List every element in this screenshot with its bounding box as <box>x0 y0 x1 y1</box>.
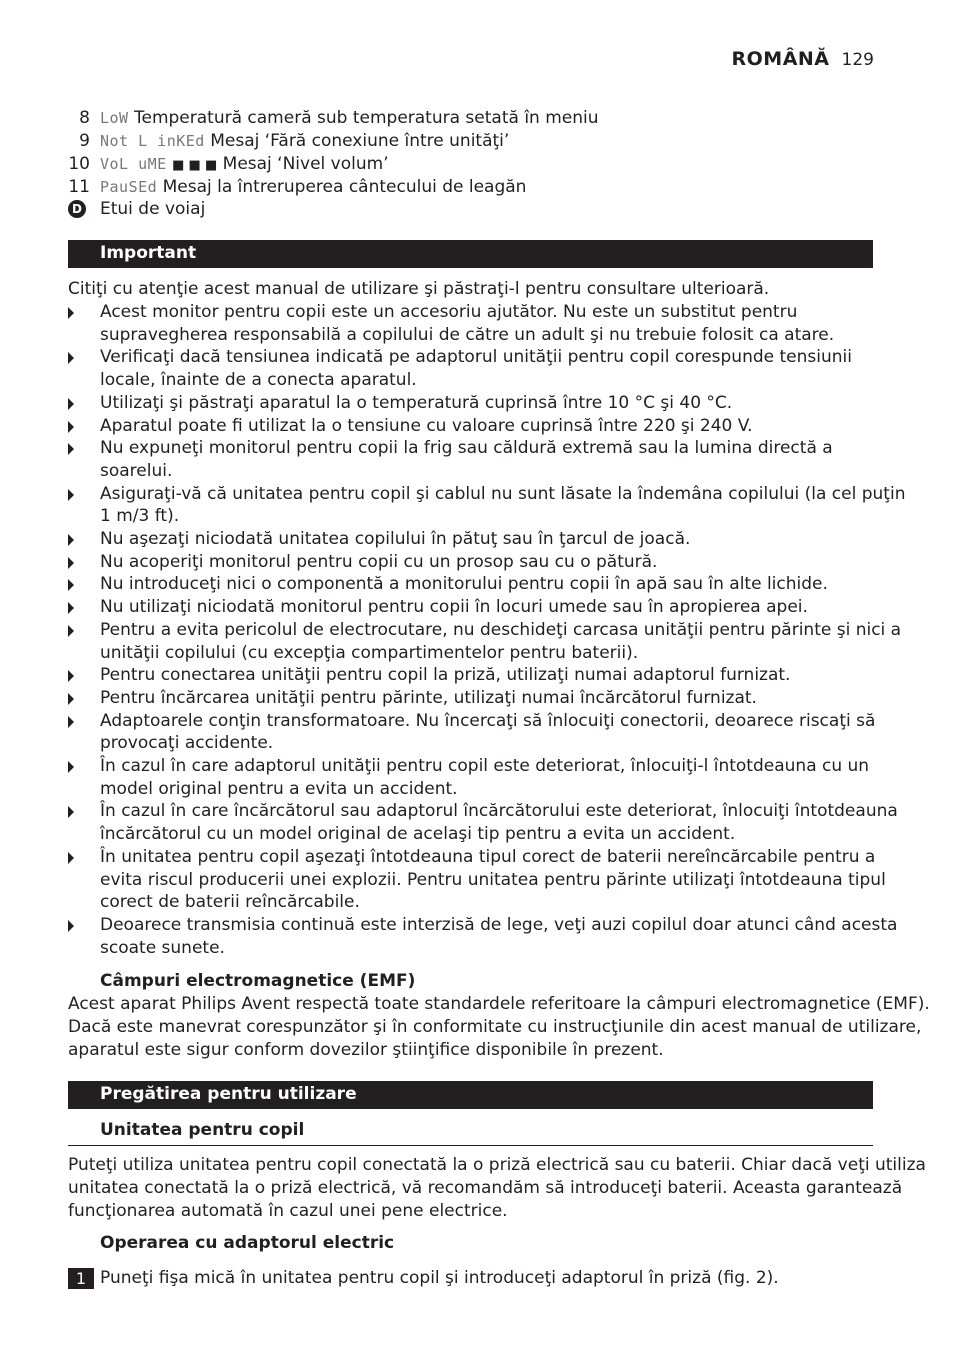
legend-number: 9 <box>79 131 90 151</box>
bullet-text-line: În unitatea pentru copil aşezaţi întotdeauna tipul corect de baterii nereîncărcabile pentru a <box>100 846 876 867</box>
bullet-text-line: Adaptoarele conţin transformatoare. Nu încercaţi să înlocuiţi conectorii, deoarece riscaţi să <box>100 710 876 731</box>
lcd-display-text: LoW <box>100 109 129 127</box>
bullet-marker-icon <box>68 534 74 546</box>
legend-text: Temperatură cameră sub temperatura setată în meniu <box>134 108 599 128</box>
bullet-text-line: supravegherea responsabilă a copilului de către un adult şi nu trebuie folosit ca atare. <box>100 324 835 345</box>
page-number: 129 <box>841 50 874 70</box>
important-section-bar <box>68 240 873 268</box>
bullet-text-line: Verificaţi dacă tensiunea indicată pe adaptorul unităţii pentru copil corespunde tensiunii <box>100 347 852 368</box>
step-text: Puneţi fişa mică în unitatea pentru copil şi introduceţi adaptorul în priză (fig. 2). <box>100 1268 779 1288</box>
baby-unit-heading: Unitatea pentru copil <box>100 1120 305 1140</box>
lcd-display-text: Not L inKEd <box>100 132 205 150</box>
bullet-marker-icon <box>68 693 74 705</box>
preparation-paragraph-line: Puteţi utiliza unitatea pentru copil conectată la o priză electrică sau cu baterii. Chiar dacă veţi utiliza <box>68 1155 926 1175</box>
bullet-text-line: corect de baterii reîncărcabile. <box>100 892 360 913</box>
bullet-marker-icon <box>68 352 74 364</box>
bullet-text-line: Nu aşezaţi niciodată unitatea copilului în pătuţ sau în ţarcul de joacă. <box>100 529 691 549</box>
bullet-text-line: Pentru încărcarea unităţii pentru părinte, utilizaţi numai încărcătorul furnizat. <box>100 687 757 708</box>
adapter-heading: Operarea cu adaptorul electric <box>100 1233 395 1253</box>
bullet-text-line: Acest monitor pentru copii este un accesoriu ajutător. Nu este un substitut pentru <box>100 302 798 322</box>
bullet-text-line: Nu utilizaţi niciodată monitorul pentru copii în locuri umede sau în apropierea apei. <box>100 597 808 618</box>
bullet-marker-icon <box>68 852 74 864</box>
legend-text: Mesaj ‘Fără conexiune între unităţi’ <box>210 131 510 151</box>
bullet-text-line: încărcătorul cu un model original de acelaşi tip pentru a evita un accident. <box>100 824 736 845</box>
legend-number: 10 <box>68 154 90 174</box>
bullet-text-line: Asiguraţi-vă că unitatea pentru copil şi cablul nu sunt lăsate la îndemâna copilului (la cel puţin <box>100 483 906 504</box>
language-label: ROMÂNĂ <box>731 48 830 70</box>
bullet-text-line: Pentru a evita pericolul de electrocutare, nu deschideţi carcasa unităţii pentru părinte şi nici a <box>100 619 902 640</box>
item-d-badge: D <box>68 200 86 218</box>
bullet-text-line: locale, înainte de a conecta aparatul. <box>100 370 417 391</box>
bullet-marker-icon <box>68 307 74 319</box>
bullet-text-line: Nu introduceţi nici o componentă a monitorului pentru copii în apă sau în alte lichide. <box>100 574 828 595</box>
legend-number: 8 <box>79 108 90 128</box>
important-heading: Important <box>100 243 197 263</box>
bullet-marker-icon <box>68 761 74 773</box>
preparation-heading: Pregătirea pentru utilizare <box>100 1084 357 1104</box>
bullet-marker-icon <box>68 421 74 433</box>
preparation-section-bar <box>68 1081 873 1109</box>
lcd-display-text: PauSEd <box>100 178 158 196</box>
bullet-text-line: soarelui. <box>100 460 173 481</box>
lcd-display-text: VoL uME <box>100 155 167 173</box>
emf-heading: Câmpuri electromagnetice (EMF) <box>100 971 416 991</box>
bullet-marker-icon <box>68 443 74 455</box>
page-header <box>732 48 875 70</box>
important-intro: Citiţi cu atenţie acest manual de utilizare şi păstraţi-l pentru consultare ulterioară. <box>68 279 770 299</box>
legend-text: Mesaj ‘Nivel volum’ <box>222 154 389 174</box>
bullet-text-line: unităţii copilului (cu excepţia compartimentelor pentru baterii). <box>100 642 639 663</box>
item-d-text: Etui de voiaj <box>100 199 206 219</box>
legend-item <box>100 176 526 199</box>
bullet-marker-icon <box>68 557 74 569</box>
emf-paragraph-line: aparatul este sigur conform dovezilor ştiinţifice disponibile în prezent. <box>68 1040 664 1060</box>
bullet-text-line: În cazul în care adaptorul unităţii pentru copil este deteriorat, înlocuiţi-l întotdeauna cu un <box>100 756 870 776</box>
bullet-marker-icon <box>68 716 74 728</box>
bullet-marker-icon <box>68 579 74 591</box>
bullet-text-line: Nu expuneţi monitorul pentru copii la frig sau căldură extremă sau la lumina directă a <box>100 438 833 459</box>
bullet-text-line: scoate sunete. <box>100 937 225 958</box>
bullet-text-line: Utilizaţi şi păstraţi aparatul la o temperatură cuprinsă între 10 °C şi 40 °C. <box>100 392 733 413</box>
emf-paragraph-line: Acest aparat Philips Avent respectă toate standardele referitoare la câmpuri electromagnetice (EMF). <box>68 994 930 1014</box>
bullet-text-line: Deoarece transmisia continuă este interzisă de lege, veţi auzi copilul doar atunci când acesta <box>100 914 898 935</box>
preparation-paragraph-line: funcţionarea automată în cazul unei pene electrice. <box>68 1201 508 1221</box>
bullet-text-line: 1 m/3 ft). <box>100 506 180 527</box>
legend-item <box>100 130 509 153</box>
bullet-text-line: Pentru conectarea unităţii pentru copil la priză, utilizaţi numai adaptorul furnizat. <box>100 665 791 686</box>
emf-paragraph-line: Dacă este manevrat corespunzător şi în conformitate cu instrucţiunile din acest manual de utilizare, <box>68 1017 922 1037</box>
bullet-text-line: provocaţi accidente. <box>100 733 274 754</box>
bullet-text-line: Aparatul poate fi utilizat la o tensiune cu valoare cuprinsă între 220 şi 240 V. <box>100 415 753 436</box>
bullet-marker-icon <box>68 602 74 614</box>
bullet-text-line: evita riscul producerii unei explozii. Pentru unitatea pentru părinte utilizaţi întotdeauna tipul <box>100 869 886 890</box>
bullet-marker-icon <box>68 398 74 410</box>
legend-item <box>100 107 599 130</box>
preparation-paragraph-line: unitatea conectată la o priză electrică, vă recomandăm să introduceţi baterii. Aceasta garantează <box>68 1178 903 1198</box>
bullet-marker-icon <box>68 670 74 682</box>
bullet-marker-icon <box>68 920 74 932</box>
bullet-marker-icon <box>68 806 74 818</box>
bullet-marker-icon <box>68 489 74 501</box>
bullet-marker-icon <box>68 625 74 637</box>
bullet-text-line: În cazul în care încărcătorul sau adaptorul încărcătorului este deteriorat, înlocuiţi întotdeauna <box>100 801 898 822</box>
bullet-text-line: Nu acoperiţi monitorul pentru copii cu un prosop sau cu o pătură. <box>100 551 658 572</box>
heading-divider <box>68 1145 873 1146</box>
bullet-text-line: model original pentru a evita un accident. <box>100 778 458 799</box>
legend-number: 11 <box>68 177 90 197</box>
step-number-badge: 1 <box>68 1268 94 1289</box>
legend-text: Mesaj la întreruperea cântecului de leagăn <box>162 177 527 197</box>
volume-squares-icon: ■ ■ ■ <box>172 158 218 173</box>
legend-item <box>100 153 389 177</box>
